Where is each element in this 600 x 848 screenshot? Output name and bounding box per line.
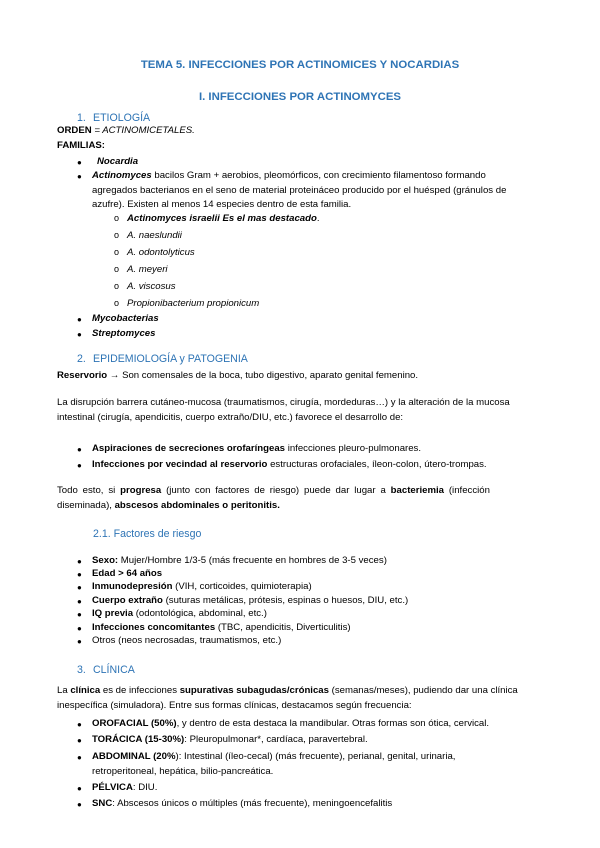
- orden-value: = ACTINOMICETALES.: [91, 125, 195, 136]
- section21-title: 2.1. Factores de riesgo: [93, 528, 202, 540]
- p1-line2: intestinal (cirugía, apendicitis, cuerpo extraño/DIU, etc.) favorece el desarrollo de:: [57, 412, 404, 423]
- section3-title: CLÍNICA: [93, 664, 135, 676]
- familias-label: FAMILIAS:: [57, 140, 105, 151]
- bullet: ●: [77, 445, 82, 454]
- family-actinomyces-line1: Actinomyces bacilos Gram + aerobios, pleomórficos, con crecimiento filamentoso formando: [92, 170, 486, 181]
- risk-edad: Edad > 64 años: [92, 568, 163, 579]
- family-streptomyces: Streptomyces: [92, 328, 156, 339]
- sub-bullet: o: [114, 281, 120, 291]
- family-actinomyces-name: Actinomyces: [92, 170, 152, 181]
- bullet: ●: [77, 736, 82, 745]
- risk-inmunodepresion: Inmunodepresión (VIH, corticoides, quimioterapia): [92, 581, 312, 592]
- section2-title: EPIDEMIOLOGÍA y PATOGENIA: [93, 353, 248, 365]
- family-actinomyces-line3: azufre). Existen al menos 14 especies dentro de esta familia.: [92, 199, 352, 210]
- aspiraciones-item: Aspiraciones de secreciones orofaríngeas infecciones pleuro-pulmonares.: [92, 443, 422, 454]
- bullet: ●: [77, 330, 82, 339]
- sub-bullet: o: [114, 264, 120, 274]
- risk-otros: Otros (neos necrosadas, traumatismos, etc.): [92, 635, 282, 646]
- bullet: ●: [77, 583, 82, 592]
- species-meyeri: A. meyeri: [127, 264, 168, 275]
- sub-bullet: o: [114, 213, 120, 223]
- orden-label: ORDEN: [57, 125, 92, 136]
- risk-infecciones: Infecciones concomitantes (TBC, apendicitis, Diverticulitis): [92, 622, 351, 633]
- clinica-abdominal: ABDOMINAL (20%): Intestinal (íleo-cecal) (más frecuente), perianal, genital, urinaria,: [92, 751, 456, 762]
- bullet: ●: [77, 637, 82, 646]
- clinica-toracica: TORÁCICA (15-30%): Pleuropulmonar*, cardíaca, paravertebral.: [92, 734, 368, 745]
- bullet: ●: [77, 557, 82, 566]
- p1-line1: La disrupción barrera cutáneo-mucosa (traumatismos, cirugía, mordeduras…) y la alteración de la mucosa: [57, 397, 510, 408]
- bullet: ●: [77, 315, 82, 324]
- p2-line2: diseminada), abscesos abdominales o peritonitis.: [57, 500, 280, 511]
- species-naeslundii: A. naeslundii: [127, 230, 182, 241]
- clinica-line1: La clínica es de infecciones supurativas subagudas/crónicas (semanas/meses), pudiendo dar una clínica: [57, 685, 518, 696]
- risk-sexo: Sexo: Mujer/Hombre 1/3-5 (más frecuente en hombres de 3-5 veces): [92, 555, 387, 566]
- part1-title: I. INFECCIONES POR ACTINOMYCES: [198, 91, 402, 103]
- bullet: ●: [77, 597, 82, 606]
- bullet: ●: [77, 753, 82, 762]
- risk-cuerpo-extrano: Cuerpo extraño (suturas metálicas, prótesis, espinas o huesos, DIU, etc.): [92, 595, 409, 606]
- sub-bullet: o: [114, 247, 120, 257]
- section1-number: 1.: [77, 112, 86, 124]
- bullet: ●: [77, 610, 82, 619]
- sub-bullet: o: [114, 230, 120, 240]
- clinica-abdominal-line2: retroperitoneal, hepática, bilio-pancreática.: [92, 766, 274, 777]
- bullet: ●: [77, 624, 82, 633]
- clinica-snc: SNC: Abscesos únicos o múltiples (más frecuente), meningoencefalitis: [92, 798, 393, 809]
- section1-title: ETIOLOGÍA: [93, 112, 151, 124]
- vecindad-item: Infecciones por vecindad al reservorio estructuras orofaciales, íleon-colon, útero-trompas.: [92, 459, 487, 470]
- document-title: TEMA 5. INFECCIONES POR ACTINOMICES Y NOCARDIAS: [140, 59, 460, 71]
- bullet: ●: [77, 800, 82, 809]
- family-mycobacterias: Mycobacterias: [92, 313, 159, 324]
- right-arrow-icon: →: [107, 370, 123, 381]
- clinica-orofacial: OROFACIAL (50%), y dentro de esta destaca la mandibular. Otras formas son ótica, cervical.: [92, 718, 490, 729]
- bullet: ●: [77, 570, 82, 579]
- reservorio-line: Reservorio → Son comensales de la boca, tubo digestivo, aparato genital femenino.: [57, 370, 419, 381]
- section2-number: 2.: [77, 353, 86, 365]
- bullet: ●: [77, 784, 82, 793]
- species-odontolyticus: A. odontolyticus: [127, 247, 195, 258]
- species-viscosus: A. viscosus: [127, 281, 176, 292]
- clinica-line2: inespecífica (simuladora). Entre sus formas clínicas, destacamos según frecuencia:: [57, 700, 412, 711]
- family-actinomyces-line2: agregados bacterianos en el seno de material proteináceo producido por el huésped (gránulos de: [92, 185, 507, 196]
- bullet: ●: [77, 720, 82, 729]
- risk-iq-previa: IQ previa (odontológica, abdominal, etc.): [92, 608, 267, 619]
- bullet: ●: [77, 158, 82, 167]
- species-propionibacterium: Propionibacterium propionicum: [127, 298, 260, 309]
- species-israelii: Actinomyces israelii Es el mas destacado.: [127, 213, 320, 224]
- section3-number: 3.: [77, 664, 86, 676]
- bullet: ●: [77, 461, 82, 470]
- bullet: ●: [77, 172, 82, 181]
- p2-line1: Todo esto, si progresa (junto con factores de riesgo) puede dar lugar a bacteriemia (infección: [57, 485, 490, 496]
- family-nocardia: Nocardia: [97, 156, 139, 167]
- orden-line: [57, 125, 195, 138]
- clinica-pelvica: PÉLVICA: DIU.: [92, 782, 158, 793]
- sub-bullet: o: [114, 298, 120, 308]
